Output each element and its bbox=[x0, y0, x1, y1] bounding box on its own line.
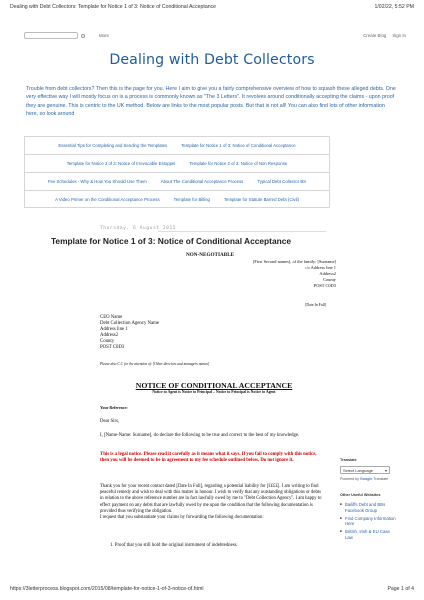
print-footer-url: https://3letterprocess.blogspot.com/2015/08/template-for-notice-1-of-3-notice-of.html bbox=[10, 586, 204, 592]
links-row bbox=[24, 154, 330, 172]
notice-subtitle: Notice to Agent is Notice to Principal – Notice to Principal is Notice to Agent bbox=[152, 390, 276, 394]
navbar-search-input[interactable] bbox=[24, 32, 78, 39]
print-header-title: Dealing with Debt Collectors: Template for Notice 1 of 3: Notice of Conditional Acceptance bbox=[10, 4, 217, 10]
body-text: Thank you for your recent contact dated [Date In Full], regarding a potential liability for [££££]. I am writing to find peaceful remedy and wish to deal with this matter in honour. I wish to verify that any outstanding obligations or debts in relation to the above reference number are in fact lawfully owed by me to "Debt Collection Agency". I am happy to effect payment on any debts that are lawfully owed by me upon the condition that the following documentation is provided thus verifying the obligation. bbox=[100, 484, 322, 514]
your-reference-label: Your Reference: bbox=[100, 405, 128, 410]
print-header bbox=[10, 4, 414, 14]
link-statute-barred[interactable]: Template for Statute Barred Debt (Civil) bbox=[223, 196, 299, 202]
sender-line: Address line 1 bbox=[310, 265, 336, 270]
print-footer-page: Page 1 of 4 bbox=[387, 586, 414, 592]
legal-notice-warning: This is a legal notice. Please read it carefully as it means what it says. If you fail to comply with this notice, then you will be deemed to be in agreement to my fee schedule outlined below. Do not ignore it. bbox=[100, 452, 317, 464]
recipient-line: County bbox=[100, 339, 115, 345]
notice-title: NOTICE OF CONDITIONAL ACCEPTANCE bbox=[135, 381, 293, 390]
attention-note: Please also C.C for the attention of: [Other directors and managers names] bbox=[100, 362, 210, 366]
recipient-line: Debt Collection Agency Name bbox=[100, 321, 160, 327]
link-essential-tips[interactable]: Essential Tips for Completing and Sending the Templates bbox=[58, 143, 168, 148]
post-title[interactable]: Template for Notice 1 of 3: Notice of Conditional Acceptance bbox=[50, 236, 292, 246]
links-row bbox=[24, 136, 330, 154]
post-date: Thursday, 6 August 2015 bbox=[100, 226, 177, 231]
letter-date: [Date In Full] bbox=[305, 303, 326, 307]
link-about-process[interactable]: About The Conditional Acceptance Process bbox=[160, 179, 244, 184]
useful-websites-heading: Other Useful Websites bbox=[340, 493, 381, 497]
blog-title[interactable]: Dealing with Debt Collectors bbox=[109, 52, 315, 68]
blogger-navbar bbox=[24, 30, 406, 41]
website-link[interactable]: ■ Bailiffs Debt and BBs Facebook Group bbox=[340, 502, 398, 514]
recipient-address bbox=[100, 315, 159, 352]
care-of-prefix: c/o bbox=[305, 266, 310, 270]
sender-address bbox=[220, 259, 336, 289]
declaration-paragraph: I, [Name-Name: Surname], do declare the following to be true and correct to the best of my knowledge. bbox=[100, 433, 300, 438]
body-paragraph bbox=[100, 484, 322, 521]
recipient-line: Address line 1 bbox=[100, 327, 128, 333]
powered-by-label: Powered by bbox=[340, 477, 359, 481]
request-text: I request that you substantiate your claims by forwarding the following documentation: bbox=[100, 515, 264, 521]
date-divider bbox=[158, 231, 326, 232]
language-select[interactable] bbox=[340, 466, 390, 474]
link-template-notice-1[interactable]: Template for Notice 1 of 3: Notice of Conditional Acceptance bbox=[181, 143, 296, 148]
sender-line: POST C0D3 bbox=[313, 283, 336, 288]
translate-link[interactable]: Translate bbox=[373, 477, 389, 481]
links-row bbox=[24, 172, 330, 190]
link-template-billing[interactable]: Template for Billing bbox=[173, 196, 210, 202]
link-typical-bs[interactable]: Typical Debt Collector BS bbox=[257, 179, 307, 184]
sender-line: County bbox=[323, 277, 336, 282]
sender-line: Address2 bbox=[319, 271, 336, 276]
website-link[interactable]: ■ Find Company Information Here bbox=[340, 516, 398, 528]
sign-in-link[interactable]: Sign In bbox=[392, 33, 406, 38]
navbar-more-link[interactable]: More bbox=[99, 33, 110, 38]
search-icon[interactable] bbox=[81, 34, 85, 38]
link-template-notice-3[interactable]: Template for Notice 3 of 3: Notice of Irrevocable Estoppel bbox=[66, 161, 176, 166]
useful-websites-list bbox=[340, 502, 398, 543]
create-blog-link[interactable]: Create Blog bbox=[363, 33, 387, 38]
link-video-primer[interactable]: A Video Primer on the Conditional Acceptance Process bbox=[55, 196, 160, 202]
salutation: Dear Sirs, bbox=[100, 419, 120, 424]
print-header-datetime: 1/02/22, 5:52 PM bbox=[374, 4, 414, 10]
blog-description: Trouble from debt collectors? Then this is the page for you. Here I aim to give you a fairly comprehensive overview of how to squash these alleged debts. One very effective way I will mostly focus on is a process is commonly known as "The 3 Letters". It revolves around conditionally accepting the claims - upon proof they are genuine. This is centric to the UK method. Below are links to the most popular posts. But that is not all! You can also find lots of other information here, so look around bbox=[26, 86, 396, 117]
links-row bbox=[24, 190, 330, 208]
google-logo: Google bbox=[359, 477, 373, 481]
non-negotiable-heading: NON-NEGOTIABLE bbox=[186, 252, 235, 258]
link-template-notice-2[interactable]: Template for Notice 2 of 3: Notice of Non Response bbox=[189, 161, 288, 166]
website-link[interactable]: ■ British, Irish & EU Case Law bbox=[340, 529, 398, 541]
popular-posts-links bbox=[24, 136, 330, 208]
recipient-line: Address2 bbox=[100, 333, 119, 339]
recipient-line: POST C0D3 bbox=[100, 345, 125, 351]
link-fee-schedules[interactable]: Fee Schedules - Why & How You Should Use Them bbox=[47, 179, 147, 184]
documentation-list-item: 1. Proof that you still hold the original instrument of indebtedness. bbox=[110, 543, 238, 548]
language-select-value: Select Language bbox=[343, 467, 374, 473]
translate-heading: Translate bbox=[340, 458, 357, 462]
sender-line: [First Second names], of the family: [Surname] bbox=[252, 259, 336, 264]
chevron-down-icon: ▾ bbox=[384, 467, 387, 473]
recipient-line: CEO Name bbox=[100, 315, 123, 320]
print-footer bbox=[10, 586, 414, 596]
powered-by-google bbox=[340, 477, 388, 481]
